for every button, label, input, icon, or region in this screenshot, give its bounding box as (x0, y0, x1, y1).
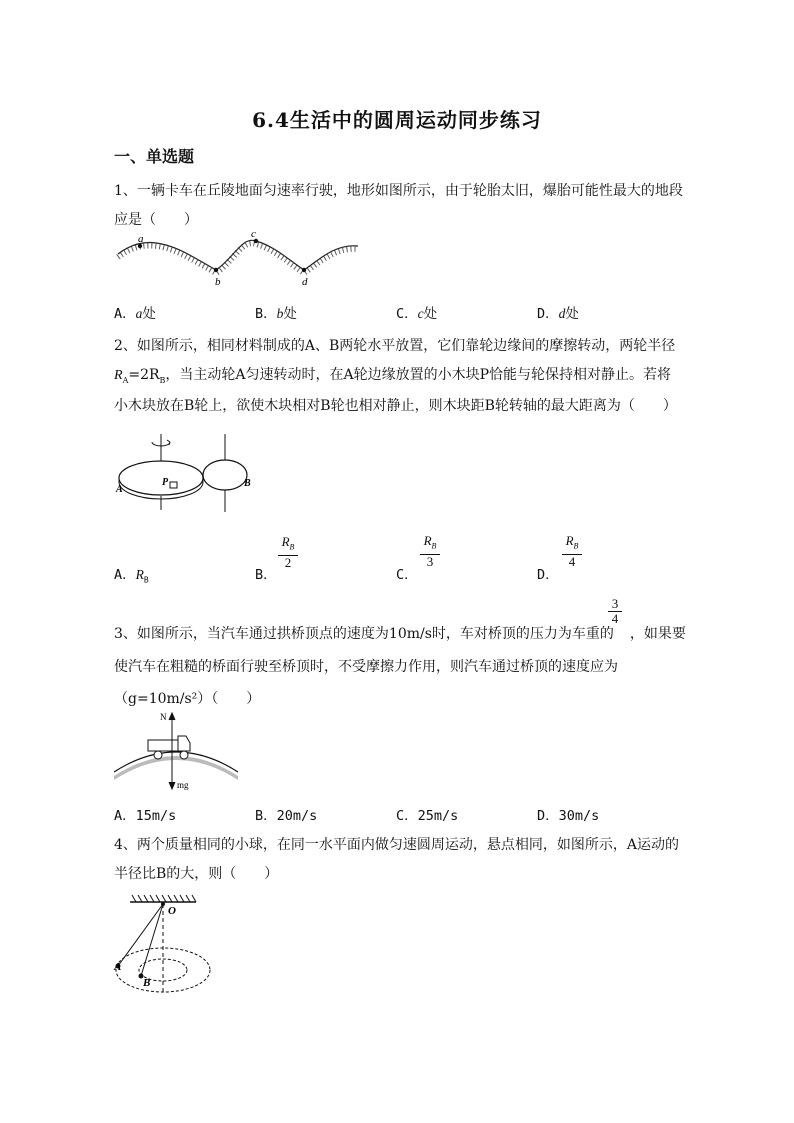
q3-line1: 3、如图所示，当汽车通过拱桥顶点的速度为10m/s时，车对桥顶的压力为车重的 ，如果要 (114, 626, 686, 642)
q4-line2: 半径比B的大，则（ ） (114, 866, 279, 882)
q3-option-b[interactable]: B．20m/s (255, 808, 318, 824)
label-mg: mg (177, 780, 189, 790)
q2-option-b-fraction: $\frac{R_B}{2}$ (278, 535, 298, 570)
q2-wheels-figure (114, 430, 264, 520)
q1-terrain-figure (114, 228, 364, 290)
q2-option-c-fraction: $\frac{R_B}{3}$ (420, 534, 440, 569)
q3-option-c[interactable]: C．25m/s (396, 808, 459, 824)
label-o: O (168, 905, 176, 917)
q4-conical-pendulum-figure (112, 892, 222, 1002)
q2-line3: 小木块放在B轮上，欲使木块相对B轮也相对静止，则木块距B轮转轴的最大距离为（ ） (114, 398, 677, 414)
q1-option-c[interactable]: C．c处 (396, 306, 438, 322)
q2-option-d-fraction: $\frac{R_B}{4}$ (562, 534, 582, 569)
label-n: N (160, 712, 167, 722)
label-wheel-a: A (116, 484, 123, 495)
q2-option-c[interactable]: C． (396, 567, 418, 583)
page-title: 6.4生活中的圆周运动同步练习 (252, 108, 542, 132)
q2-option-a[interactable]: A．$R_B$ (114, 567, 149, 585)
q2-line1: 2、如图所示，相同材料制成的A、B两轮水平放置，它们靠轮边缘间的摩擦转动，两轮半径 (114, 338, 676, 354)
q1-line1: 1、一辆卡车在丘陵地面匀速率行驶，地形如图所示，由于轮胎太旧，爆胎可能性最大的地段 (114, 183, 683, 199)
q1-option-a[interactable]: A．a处 (114, 306, 156, 322)
point-b (214, 268, 218, 272)
q4-line1: 4、两个质量相同的小球，在同一水平面内做匀速圆周运动，悬点相同，如图所示，A运动的 (114, 837, 680, 853)
label-a: A (114, 961, 122, 973)
label-b: b (215, 276, 221, 288)
q3-line3: （g=10m/s²）（ ） (114, 691, 261, 707)
q3-line2: 使汽车在粗糙的桥面行驶至桥顶时，不受摩擦力作用，则汽车通过桥顶的速度应为 (114, 659, 618, 675)
section-heading: 一、单选题 (114, 147, 195, 166)
label-a: a (138, 233, 144, 245)
label-b: B (143, 977, 151, 989)
q1-option-d[interactable]: D．d处 (537, 306, 579, 322)
q2-line2: $R_A=2R_B$，当主动轮A匀速转动时，在A轮边缘放置的小木块P恰能与轮保持相对静止。若将 (114, 367, 672, 385)
q3-fraction: $\frac{3}{4}$ (608, 597, 622, 626)
block-p (170, 482, 177, 488)
label-p: P (162, 477, 169, 488)
q2-option-b[interactable]: B． (255, 567, 277, 583)
q1-line2: 应是（ ） (114, 212, 198, 228)
q3-option-a[interactable]: A．15m/s (114, 808, 177, 824)
label-wheel-b: B (244, 478, 251, 489)
point-d (302, 268, 306, 272)
q3-option-d[interactable]: D．30m/s (537, 808, 600, 824)
q3-bridge-figure (114, 710, 242, 792)
label-d: d (302, 276, 308, 288)
label-c: c (251, 228, 256, 240)
q1-option-b[interactable]: B．b处 (255, 306, 297, 322)
q2-option-d[interactable]: D． (537, 567, 559, 583)
